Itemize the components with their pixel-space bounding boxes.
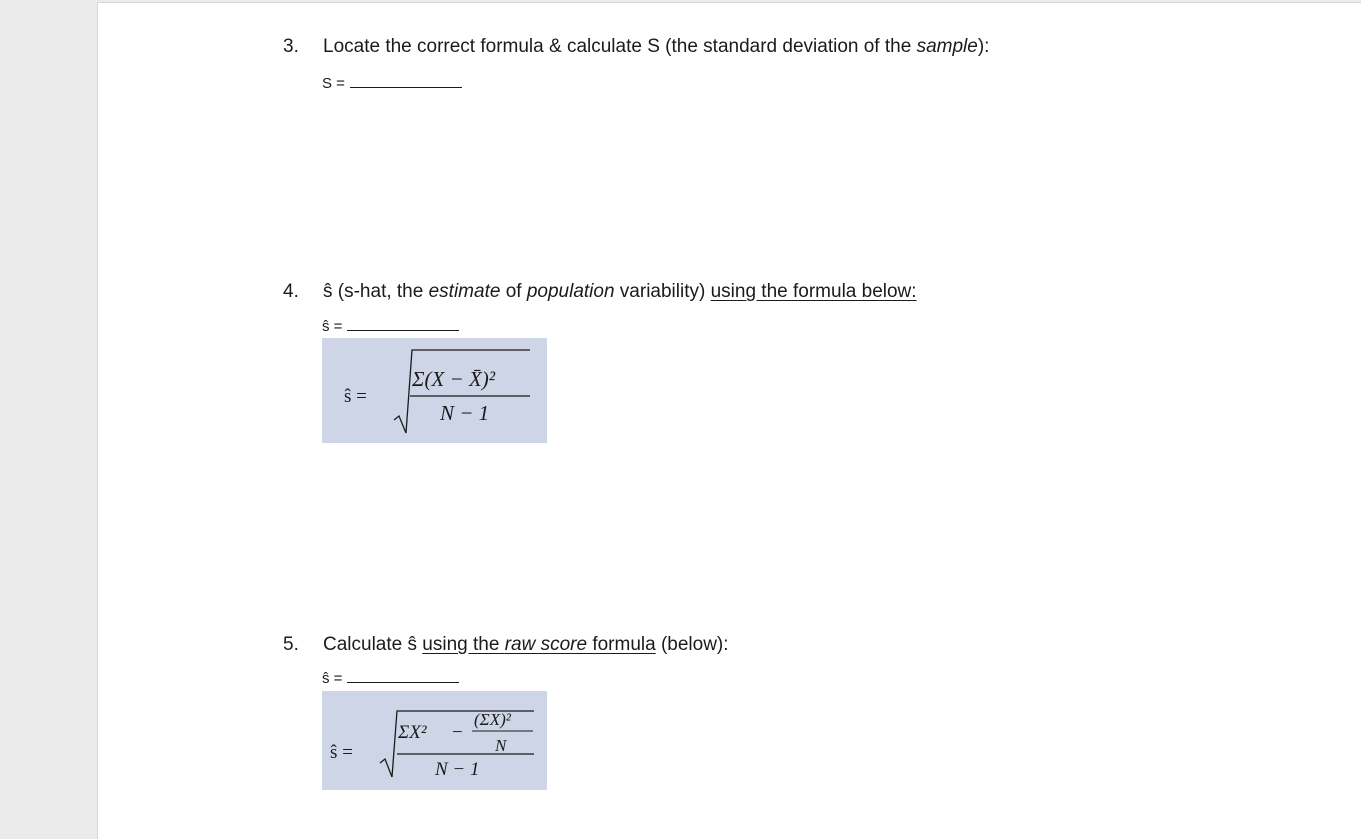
formula-denominator: N − 1: [440, 401, 490, 425]
answer-label: ŝ =: [322, 670, 343, 687]
formula-deviation: [322, 338, 547, 443]
formula-minus: −: [452, 722, 463, 743]
question-4: [283, 281, 917, 303]
question-number: 3.: [283, 36, 299, 57]
formula-denominator: N − 1: [435, 759, 480, 780]
question-text-underlined: using the formula below:: [710, 281, 917, 302]
question-text-italic: estimate: [428, 281, 501, 302]
formula-lhs: ŝ =: [344, 386, 367, 407]
question-number: 5.: [283, 634, 299, 655]
formula-term-1: ΣX²: [398, 722, 427, 743]
answer-line-3: [322, 73, 462, 92]
question-text: ŝ (s-hat, the: [323, 281, 429, 302]
formula-inner-denominator: N: [495, 736, 507, 755]
question-number: 4.: [283, 281, 299, 302]
answer-label: ŝ =: [322, 318, 343, 335]
question-3: [283, 36, 989, 58]
formula-numerator: Σ(X − X̄)²: [412, 367, 496, 391]
answer-blank[interactable]: [347, 316, 459, 331]
question-text: (below):: [655, 634, 729, 655]
formula-raw-score: [322, 691, 547, 790]
question-text: Calculate ŝ: [323, 634, 423, 655]
formula-inner-numerator: (ΣX)²: [474, 710, 511, 729]
answer-blank[interactable]: [350, 73, 462, 88]
formula-graphic: [322, 691, 547, 790]
question-text: ):: [977, 36, 990, 57]
question-text-italic: population: [526, 281, 615, 302]
question-text-italic: sample: [916, 36, 978, 57]
answer-line-4: [322, 316, 459, 335]
question-text: Locate the correct formula & calculate S (the standard deviation of the: [323, 36, 917, 57]
question-text: of: [500, 281, 527, 302]
document-page: [97, 2, 1361, 839]
question-text-underlined: using the raw score formula: [422, 634, 656, 655]
answer-label: S =: [322, 75, 345, 92]
answer-line-5: [322, 668, 459, 687]
answer-blank[interactable]: [347, 668, 459, 683]
question-5: [283, 634, 729, 656]
formula-graphic: [322, 338, 547, 443]
question-text: variability): [614, 281, 711, 302]
formula-lhs: ŝ =: [330, 742, 353, 763]
